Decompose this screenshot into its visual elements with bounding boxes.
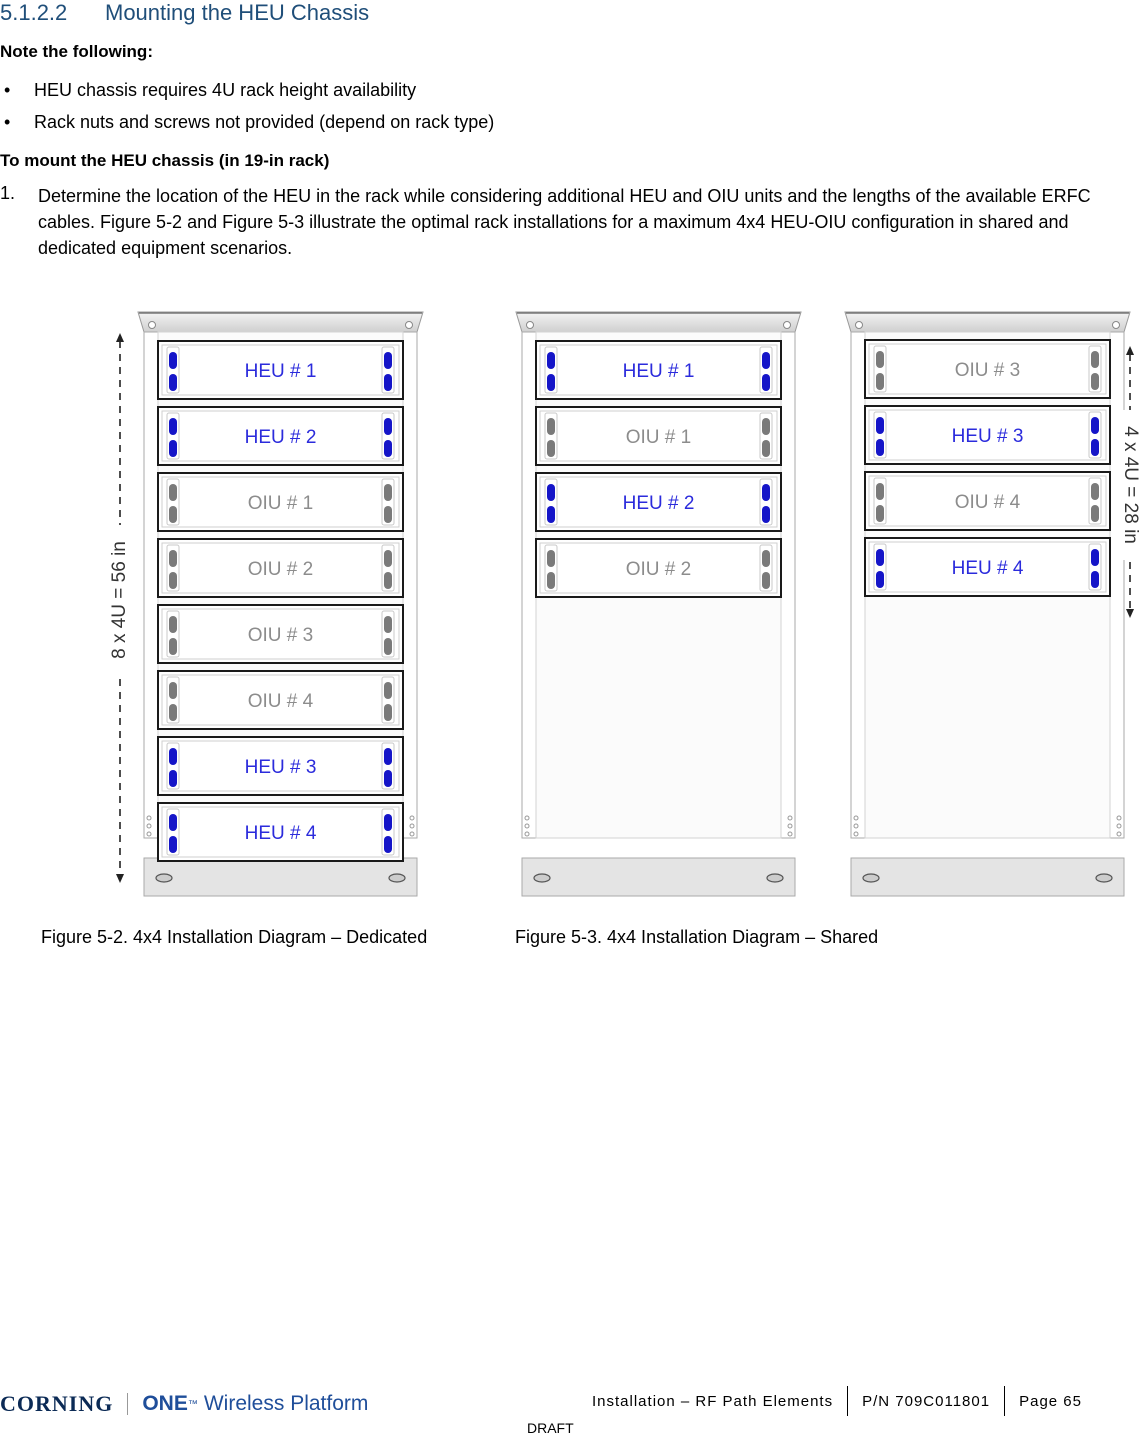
rack-hole [788,816,792,820]
section-title: Mounting the HEU Chassis [105,0,370,25]
step-number: 1. [0,183,16,203]
unit-handle [1091,351,1099,368]
unit-handle [762,352,770,369]
footer-page: Page 65 [1019,1392,1082,1410]
unit-label: HEU # 3 [951,426,1024,447]
rack-foot [534,874,550,882]
bullet-item: • HEU chassis requires 4U rack height availability [4,80,417,100]
unit-label: OIU # 4 [247,691,314,712]
unit-handle [1091,439,1099,456]
rack-hole [854,824,858,828]
unit-label: OIU # 3 [247,625,314,646]
heu-unit [536,473,781,531]
unit-handle [876,373,884,390]
unit-handle [384,374,392,391]
unit-handle [384,814,392,831]
unit-handle [384,484,392,501]
unit-handle [384,550,392,567]
unit-handle [762,572,770,589]
bullet-symbol: • [4,112,11,132]
rack-top-cap [516,312,801,332]
unit-handle [547,418,555,435]
unit-handle [169,484,177,501]
rack-foot [863,874,879,882]
rack-foot [767,874,783,882]
unit-handle [547,352,555,369]
product-one: ONE [142,1392,188,1415]
rack-shared-a [516,312,801,896]
dimension-arrow [116,874,124,883]
unit-label: HEU # 2 [244,427,317,448]
rack-hole [410,824,414,828]
unit-handle [1091,373,1099,390]
unit-handle [547,374,555,391]
unit-handle [169,748,177,765]
unit-label: HEU # 1 [244,361,317,382]
unit-handle [384,836,392,853]
heu-unit [158,803,403,861]
rack-top-cap [845,312,1130,332]
heu-unit [865,406,1110,464]
rack-foot [389,874,405,882]
unit-handle [384,638,392,655]
rack-dedicated [138,312,423,896]
unit-handle [384,440,392,457]
unit-handle [762,550,770,567]
unit-handle [876,549,884,566]
unit-handle [876,505,884,522]
bullet-symbol: • [4,80,11,100]
step-text: Determine the location of the HEU in the rack while considering additional HEU and OIU units and the lengths of the available ERFC cables. Figure 5-2 and Figure 5-3 illustrate the optimal rack installations for a maximum 4x4 HEU-OIU configuration in shared and dedicated equipment scenarios. [38,186,1091,258]
footer-logo [0,1388,368,1420]
dimension-arrow [116,333,124,342]
rack-hole [525,832,529,836]
figure-5-2-caption: Figure 5-2. 4x4 Installation Diagram – Dedicated [41,927,428,947]
unit-handle [547,484,555,501]
unit-handle [384,572,392,589]
oiu-unit [158,473,403,531]
unit-handle [876,571,884,588]
footer-part-number: P/N 709C011801 [862,1392,991,1410]
rack-base [144,858,417,896]
rack-shared-b [845,312,1130,896]
unit-label: OIU # 1 [625,427,692,448]
unit-handle [169,836,177,853]
unit-handle [384,682,392,699]
footer-divider [847,1386,848,1416]
rack-hole [854,816,858,820]
unit-handle [1091,483,1099,500]
unit-handle [169,572,177,589]
unit-label: HEU # 4 [951,558,1024,579]
unit-handle [384,418,392,435]
footer-divider [1004,1386,1005,1416]
unit-handle [547,506,555,523]
unit-handle [384,616,392,633]
unit-handle [169,374,177,391]
rack-base [522,858,795,896]
unit-handle [384,770,392,787]
unit-handle [384,748,392,765]
rack-hole [1117,816,1121,820]
unit-label: HEU # 3 [244,757,317,778]
rack-hole [525,816,529,820]
rack-hole [525,824,529,828]
rack-hole [788,824,792,828]
heu-unit [158,737,403,795]
unit-label: OIU # 2 [247,559,314,580]
product-name: Wireless Platform [203,1392,369,1415]
rack-screw [856,322,863,329]
unit-label: HEU # 1 [622,361,695,382]
heu-unit [865,538,1110,596]
rack-screw [406,322,413,329]
rack-screw [527,322,534,329]
rack-hole [788,832,792,836]
bullet-item: • Rack nuts and screws not provided (depend on rack type) [4,112,495,132]
unit-handle [1091,549,1099,566]
unit-handle [547,572,555,589]
unit-handle [1091,505,1099,522]
heu-unit [536,341,781,399]
unit-label: OIU # 2 [625,559,692,580]
footer-section: Installation – RF Path Elements [592,1392,834,1410]
oiu-unit [536,407,781,465]
rack-hole [410,816,414,820]
unit-handle [547,550,555,567]
unit-handle [169,440,177,457]
unit-handle [169,506,177,523]
rack-hole [854,832,858,836]
unit-handle [1091,417,1099,434]
unit-handle [876,439,884,456]
unit-label: OIU # 1 [247,493,314,514]
unit-handle [384,704,392,721]
unit-handle [169,814,177,831]
rack-hole [147,832,151,836]
oiu-unit [865,340,1110,398]
unit-handle [169,704,177,721]
rack-top-cap [138,312,423,332]
rack-base [851,858,1124,896]
heu-unit [158,407,403,465]
unit-handle [169,418,177,435]
unit-handle [762,506,770,523]
unit-label: OIU # 4 [954,492,1021,513]
rack-screw [784,322,791,329]
unit-handle [169,616,177,633]
unit-label: OIU # 3 [954,360,1021,381]
unit-handle [876,417,884,434]
rack-diagrams [0,300,1146,910]
heu-unit [158,341,403,399]
unit-label: HEU # 2 [622,493,695,514]
oiu-unit [865,472,1110,530]
footer-info [592,1386,1082,1416]
dimension-label: 4 x 4U = 28 in [1119,426,1141,544]
oiu-unit [158,671,403,729]
unit-label: HEU # 4 [244,823,317,844]
section-heading [0,0,369,26]
section-number: 5.1.2.2 [0,0,68,25]
oiu-unit [536,539,781,597]
unit-handle [169,638,177,655]
procedure-heading: To mount the HEU chassis (in 19-in rack) [0,151,330,170]
trademark: ™ [187,1398,198,1410]
logo-divider [127,1393,128,1415]
rack-hole [147,824,151,828]
rack-foot [156,874,172,882]
unit-handle [547,440,555,457]
unit-handle [762,440,770,457]
unit-handle [169,550,177,567]
rack-screw [1113,322,1120,329]
rack-hole [147,816,151,820]
rack-foot [1096,874,1112,882]
dimension-arrow [1126,346,1134,355]
unit-handle [876,483,884,500]
rack-hole [410,832,414,836]
rack-hole [1117,832,1121,836]
corning-logo: CORNING [0,1391,114,1416]
draft-mark: DRAFT [527,1420,574,1436]
unit-handle [384,352,392,369]
unit-handle [1091,571,1099,588]
unit-handle [384,506,392,523]
note-heading: Note the following: [0,42,153,61]
oiu-unit [158,539,403,597]
unit-handle [762,418,770,435]
unit-handle [762,484,770,501]
unit-handle [169,682,177,699]
rack-screw [149,322,156,329]
unit-handle [169,770,177,787]
oiu-unit [158,605,403,663]
rack-hole [1117,824,1121,828]
dimension-arrow [1126,609,1134,618]
unit-handle [762,374,770,391]
dimension-label: 8 x 4U = 56 in [109,541,131,659]
unit-handle [876,351,884,368]
unit-handle [169,352,177,369]
figure-5-3-caption: Figure 5-3. 4x4 Installation Diagram – Shared [515,927,879,947]
